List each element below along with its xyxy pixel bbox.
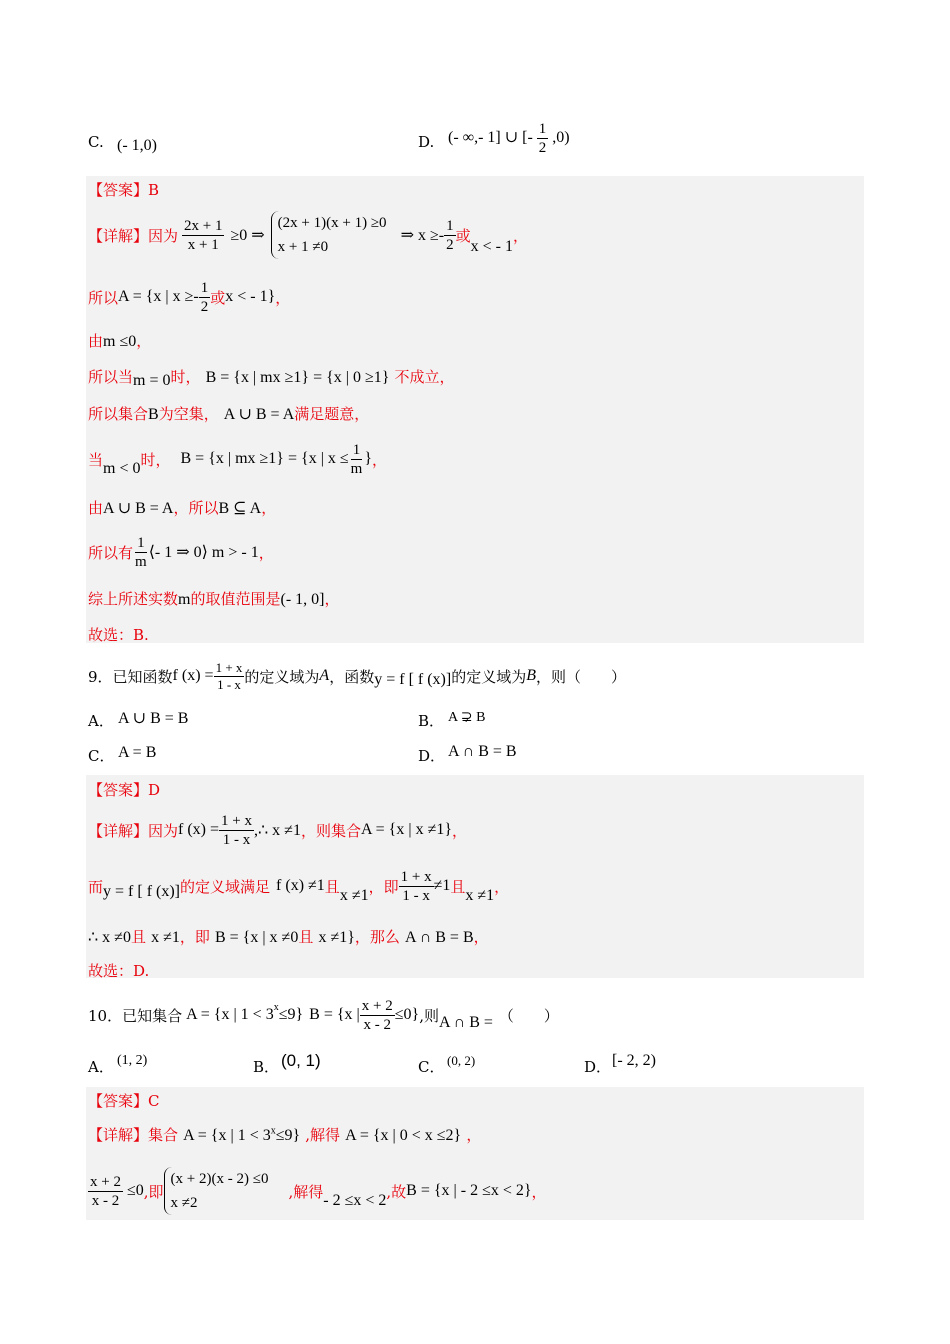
q8-detail-line4: 所以当m = 0时， B = {x | mx ≥1} = {x | 0 ≥1} 不成立， xyxy=(88,368,455,389)
q8-detail-line8: 所以有 $\frac{1}{m}$ ⟨- 1 ⇒ 0⟩ m > - 1 ， xyxy=(88,534,274,570)
q9-option-a-label: A． xyxy=(88,712,114,730)
q8-option-d-label: D. xyxy=(418,133,435,151)
q8-detail-line3: 由m ≤0， xyxy=(88,332,152,350)
q10-answer: 【答案】C xyxy=(88,1092,160,1110)
q10-detail-line2: $\frac{x + 2}{x - 2}$ ≤0 ,即 (x + 2)(x - 2) ≤0 x ≠2 ,解得 - 2 ≤x < 2 ,故 B = {x | - 2 ≤x < 2} ， xyxy=(88,1164,547,1218)
q9-option-b-value: A ⊋ B xyxy=(448,710,486,725)
q8-option-d-value: (- ∞,- 1] ∪ [- $\frac{1}{2}$ ,0) xyxy=(448,121,570,156)
q9-option-c-value: A = B xyxy=(118,744,157,761)
q10-option-d-value: [- 2, 2) xyxy=(612,1052,656,1069)
q9-choose: 故选：D. xyxy=(88,962,150,980)
q8-detail-line9: 综上所述实数m的取值范围是(- 1, 0]， xyxy=(88,590,340,608)
q8-answer: 【答案】B xyxy=(88,181,160,199)
q8-option-c-label: C. xyxy=(88,133,104,151)
q9-option-d-label: D． xyxy=(418,747,446,765)
q10-option-c-value: (0, 2) xyxy=(447,1053,476,1068)
q10-detail-line1: 【详解】集合 A = {x | $1 < 3^x\le 9$} ,解得 A = {x | 0 < x ≤2} ， xyxy=(88,1125,482,1144)
q9-option-c-label: C． xyxy=(88,747,115,765)
q8-detail-line6: 当 m < 0 时， B = {x | mx ≥1} = {x | x ≤ $\frac{1}{m}$ } ， xyxy=(88,441,388,477)
q8-option-c-value: (- 1,0) xyxy=(117,137,157,154)
q10-option-a-value: (1, 2) xyxy=(117,1053,148,1068)
q10-option-b-label: B． xyxy=(253,1058,280,1076)
q9-option-a-value: A ∪ B = B xyxy=(118,710,189,727)
q9-option-b-label: B． xyxy=(418,712,445,730)
q10-option-a-label: A． xyxy=(88,1058,114,1076)
q8-choose: 故选：B. xyxy=(88,626,149,644)
q8-detail-line7: 由A ∪ B = A，所以B ⊆ A， xyxy=(88,499,277,517)
q10-option-b-value: (0, 1) xyxy=(281,1051,321,1070)
q10-option-c-label: C． xyxy=(418,1058,445,1076)
q10-option-d-label: D． xyxy=(584,1058,612,1076)
q8-detail-line1: 【详解】因为 $\frac{2x + 1}{x + 1}$ ≥0 ⇒ (2x + 1)(x + 1) ≥0 x + 1 ≠0 ⇒ x ≥- $\frac{1}{2}$ 或 x < - 1 ， xyxy=(88,207,528,263)
q9-detail-line1: 【详解】因为 f (x) = $\frac{1 + x}{1 - x}$ ,∴ x ≠1 ，则集合 A = {x | x ≠1} ， xyxy=(88,812,468,848)
q8-detail-line2: 所以 A = {x | x ≥- $\frac{1}{2}$ 或 x < - 1} ， xyxy=(88,279,291,315)
q9-answer: 【答案】D xyxy=(88,781,161,799)
q8-detail-line5: 所以集合B为空集， A ∪ B = A满足题意， xyxy=(88,405,370,423)
q9-option-d-value: A ∩ B = B xyxy=(448,743,517,760)
q10-stem: 10．已知集合 A = {x | 1 < 3 $^x$ ≤9} B = {x | $\frac{x + 2}{x - 2}$ ≤0} ,则 A ∩ B = （ ） xyxy=(88,997,559,1033)
q9-detail-line2: 而 y = f [ f (x)] 的定义域满足 f (x) ≠1 且 x ≠1 ，即 $\frac{1 + x}{1 - x}$ ≠1 且 x ≠1 ， xyxy=(88,868,510,904)
q9-detail-line3: ∴ x ≠0且 x ≠1，即 B = {x | x ≠0且 x ≠1}，那么 A ∩ B = B， xyxy=(88,928,489,946)
q9-stem: 9．已知函数 f (x) = $\frac{1 + x}{1 - x}$ 的定义域为 A ，函数 y = f [ f (x)] 的定义域为 B ，则（ ） xyxy=(88,659,627,692)
